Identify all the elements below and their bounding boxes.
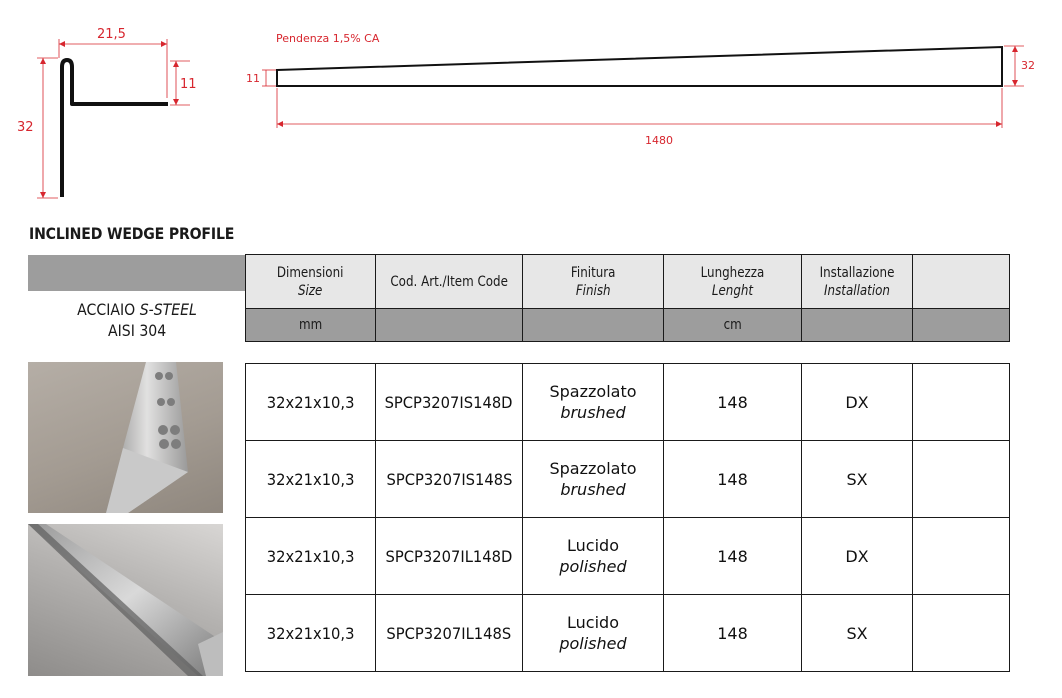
- technical-drawings: [0, 0, 1062, 215]
- slope-label: Pendenza 1,5% CA: [276, 32, 380, 45]
- cell-length: 148: [664, 441, 802, 518]
- cell-extra: [913, 364, 1010, 441]
- cell-extra: [913, 518, 1010, 595]
- product-photo-brushed: [28, 362, 223, 513]
- header-installation: Installazione Installation: [802, 255, 913, 309]
- header-size: Dimensioni Size: [246, 255, 376, 309]
- cell-finish: Spazzolato brushed: [523, 441, 664, 518]
- header-finish: Finitura Finish: [523, 255, 664, 309]
- cell-installation: SX: [802, 595, 913, 672]
- unit-installation: [802, 309, 913, 342]
- header-table: [245, 254, 1010, 342]
- cell-item-code: SPCP3207IL148D: [376, 518, 523, 595]
- table-row: [246, 441, 1010, 518]
- table-row: [246, 595, 1010, 672]
- header-length: Lunghezza Lenght: [664, 255, 802, 309]
- header-labels-row: [246, 255, 1010, 309]
- product-photo-polished: [28, 524, 223, 676]
- header-item-code: Cod. Art./Item Code: [376, 255, 523, 309]
- wedge-side-view: [246, 32, 1035, 147]
- cell-length: 148: [664, 364, 802, 441]
- cell-length: 148: [664, 518, 802, 595]
- material-label: [28, 299, 246, 341]
- cell-size: 32x21x10,3: [246, 441, 376, 518]
- material-name: ACCIAIO: [77, 300, 140, 319]
- cell-finish: Lucido polished: [523, 518, 664, 595]
- unit-finish: [523, 309, 664, 342]
- cell-size: 32x21x10,3: [246, 364, 376, 441]
- cell-finish: Spazzolato brushed: [523, 364, 664, 441]
- table-row: [246, 364, 1010, 441]
- height-dimension-label: 32: [17, 120, 34, 135]
- right-height-label: 32: [1021, 59, 1035, 72]
- length-dimension-label: 1480: [645, 134, 673, 147]
- width-dimension-label: 21,5: [97, 27, 126, 42]
- flange-dimension-label: 11: [180, 77, 197, 92]
- unit-item-code: [376, 309, 523, 342]
- material-grade: AISI 304: [107, 321, 167, 340]
- product-table: [245, 363, 1010, 672]
- material-type: S-STEEL: [139, 300, 197, 319]
- unit-empty: [913, 309, 1010, 342]
- unit-size: mm: [246, 309, 376, 342]
- profile-cross-section: [17, 27, 197, 198]
- cell-installation: DX: [802, 518, 913, 595]
- header-empty: [913, 255, 1010, 309]
- cell-size: 32x21x10,3: [246, 595, 376, 672]
- unit-length: cm: [664, 309, 802, 342]
- cell-extra: [913, 595, 1010, 672]
- cell-item-code: SPCP3207IS148D: [376, 364, 523, 441]
- table-row: [246, 518, 1010, 595]
- cell-item-code: SPCP3207IL148S: [376, 595, 523, 672]
- cell-finish: Lucido polished: [523, 595, 664, 672]
- cell-size: 32x21x10,3: [246, 518, 376, 595]
- section-title: INCLINED WEDGE PROFILE: [29, 224, 235, 243]
- cell-length: 148: [664, 595, 802, 672]
- header-units-row: [246, 309, 1010, 342]
- cell-extra: [913, 441, 1010, 518]
- left-height-label: 11: [246, 72, 260, 85]
- cell-item-code: SPCP3207IS148S: [376, 441, 523, 518]
- cell-installation: SX: [802, 441, 913, 518]
- material-header-bar: [28, 255, 246, 291]
- cell-installation: DX: [802, 364, 913, 441]
